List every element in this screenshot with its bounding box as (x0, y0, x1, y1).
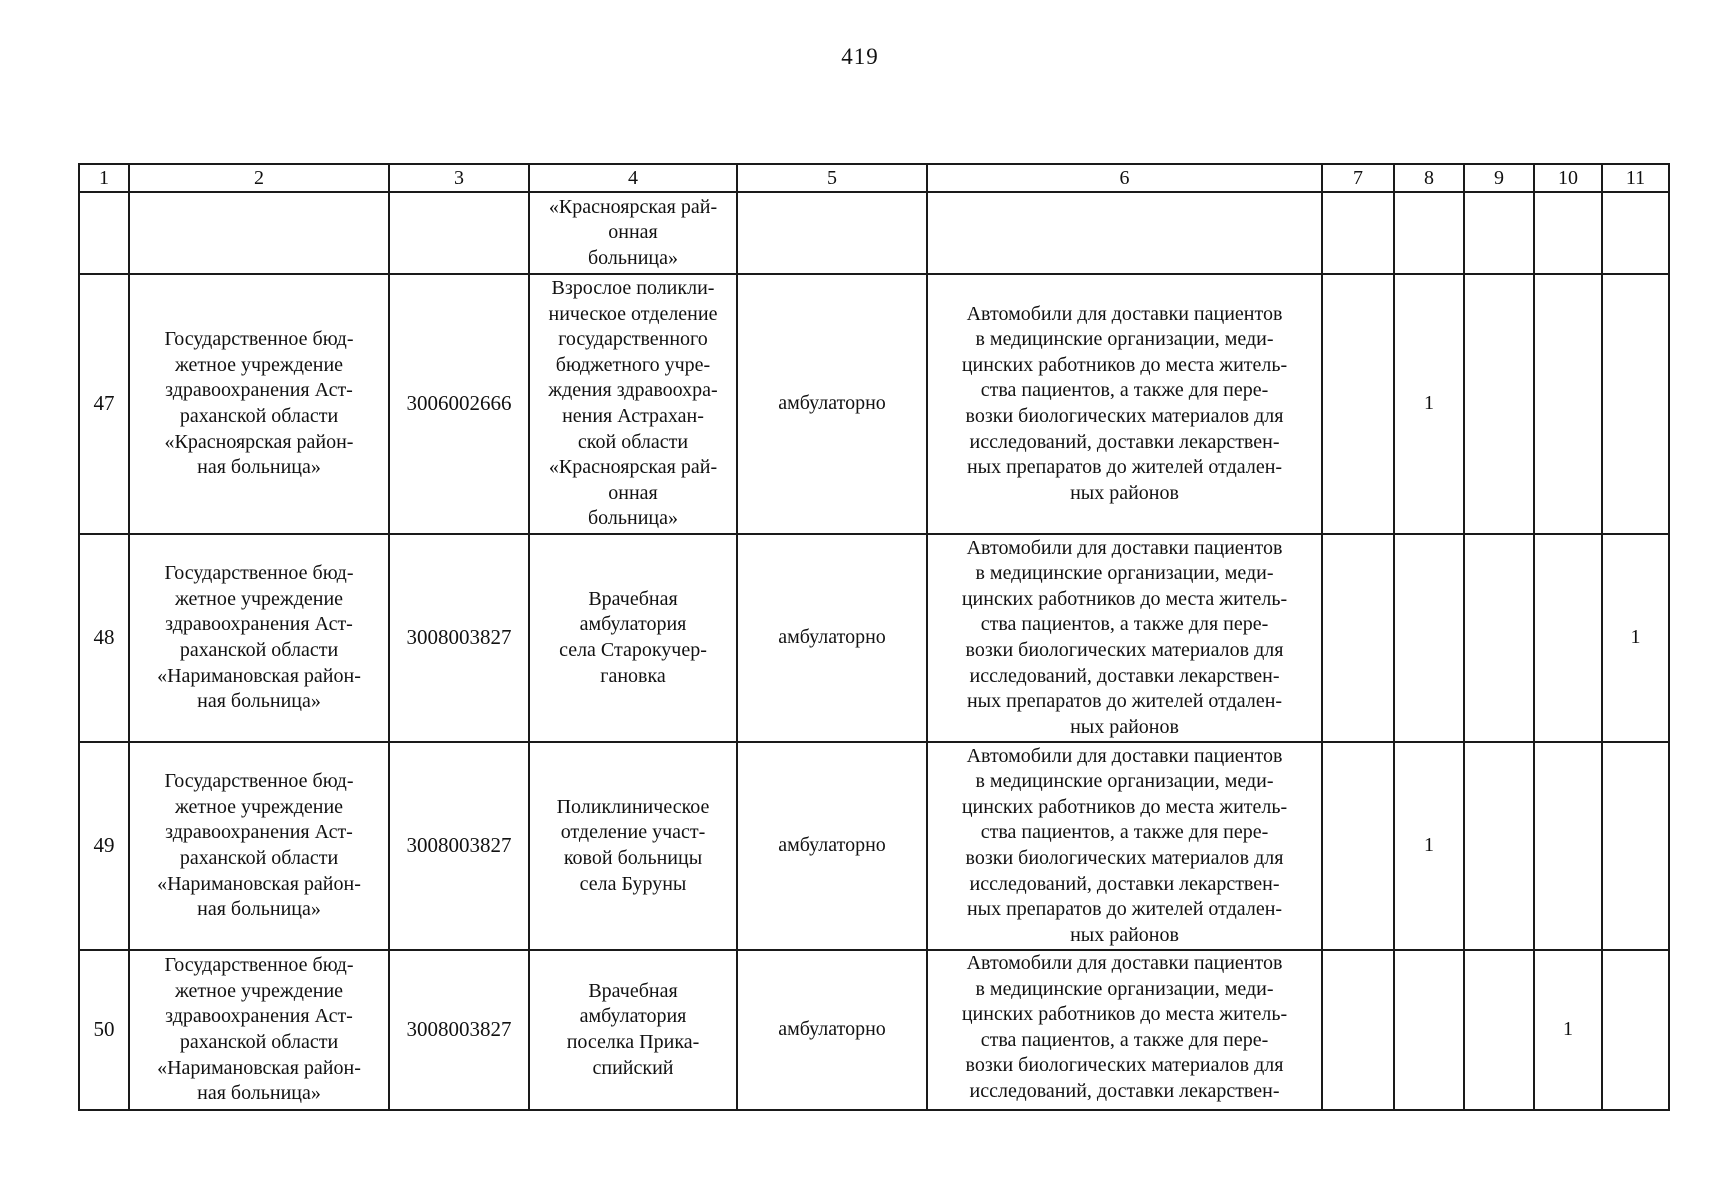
cell-col-8 (1394, 950, 1464, 1110)
table-row (79, 742, 1669, 950)
cell-empty (389, 192, 529, 274)
cell-row-number: 47 (79, 274, 129, 534)
cell-col-9 (1464, 534, 1534, 742)
cell-unit: Врачебная амбулатория села Старокучер- гановка (529, 534, 737, 742)
cell-row-number: 48 (79, 534, 129, 742)
cell-unit: Поликлиническое отделение участ- ковой больницы села Буруны (529, 742, 737, 950)
cell-empty (129, 192, 389, 274)
cell-mode: амбулаторно (737, 742, 927, 950)
header-col-11: 11 (1602, 164, 1669, 192)
header-col-10: 10 (1534, 164, 1602, 192)
vehicle-registry-table (78, 163, 1670, 1111)
header-col-6: 6 (927, 164, 1322, 192)
cell-row-number: 49 (79, 742, 129, 950)
cell-purpose: Автомобили для доставки пациентов в медицинские организации, меди- цинских работников до места житель- ства пациентов, а также для пере- возки биологических материалов для исследований, доставки лекарствен- ных препаратов до жителей отдален- ных районов (927, 534, 1322, 742)
cell-col-7 (1322, 534, 1394, 742)
header-col-5: 5 (737, 164, 927, 192)
cell-organization: Государственное бюд- жетное учреждение здравоохранения Аст- раханской области «Наримановская район- ная больница» (129, 950, 389, 1110)
header-col-4: 4 (529, 164, 737, 192)
header-col-7: 7 (1322, 164, 1394, 192)
header-col-9: 9 (1464, 164, 1534, 192)
cell-purpose: Автомобили для доставки пациентов в медицинские организации, меди- цинских работников до места житель- ства пациентов, а также для пере- возки биологических материалов для исследований, доставки лекарствен- ных препаратов до жителей отдален- ных районов (927, 742, 1322, 950)
cell-organization: Государственное бюд- жетное учреждение здравоохранения Аст- раханской области «Наримановская район- ная больница» (129, 742, 389, 950)
cell-inn: 3006002666 (389, 274, 529, 534)
cell-organization: Государственное бюд- жетное учреждение здравоохранения Аст- раханской области «Красноярская район- ная больница» (129, 274, 389, 534)
cell-col-11: 1 (1602, 534, 1669, 742)
cell-unit: Врачебная амбулатория поселка Прика- спийский (529, 950, 737, 1110)
table-row (79, 534, 1669, 742)
cell-inn: 3008003827 (389, 950, 529, 1110)
cell-empty (1534, 192, 1602, 274)
cell-unit: Взрослое поликли- ническое отделение государственного бюджетного учре- ждения здравоохра- нения Астрахан- ской области «Красноярская рай- онная больница» (529, 274, 737, 534)
cell-empty (1464, 192, 1534, 274)
header-col-2: 2 (129, 164, 389, 192)
cell-col-10 (1534, 534, 1602, 742)
header-col-1: 1 (79, 164, 129, 192)
cell-col-9 (1464, 742, 1534, 950)
cell-col-7 (1322, 950, 1394, 1110)
cell-purpose: Автомобили для доставки пациентов в медицинские организации, меди- цинских работников до места житель- ства пациентов, а также для пере- возки биологических материалов для исследований, доставки лекарствен- (927, 950, 1322, 1110)
cell-col-11 (1602, 950, 1669, 1110)
cell-col-8: 1 (1394, 742, 1464, 950)
cell-col-10: 1 (1534, 950, 1602, 1110)
cell-col-8 (1394, 534, 1464, 742)
table-row (79, 950, 1669, 1110)
cell-purpose: Автомобили для доставки пациентов в медицинские организации, меди- цинских работников до места житель- ства пациентов, а также для пере- возки биологических материалов для исследований, доставки лекарствен- ных препаратов до жителей отдален- ных районов (927, 274, 1322, 534)
cell-col-10 (1534, 274, 1602, 534)
cell-col-7 (1322, 274, 1394, 534)
cell-col-9 (1464, 274, 1534, 534)
cell-col-10 (1534, 742, 1602, 950)
cell-mode: амбулаторно (737, 274, 927, 534)
cell-organization: Государственное бюд- жетное учреждение здравоохранения Аст- раханской области «Наримановская район- ная больница» (129, 534, 389, 742)
cell-mode: амбулаторно (737, 950, 927, 1110)
cell-empty (1394, 192, 1464, 274)
cell-inn: 3008003827 (389, 534, 529, 742)
page-number: 419 (841, 44, 879, 69)
cell-inn: 3008003827 (389, 742, 529, 950)
header-col-8: 8 (1394, 164, 1464, 192)
table-row (79, 274, 1669, 534)
cell-mode: амбулаторно (737, 534, 927, 742)
cell-row-number: 50 (79, 950, 129, 1110)
cell-col-8: 1 (1394, 274, 1464, 534)
cell-empty (737, 192, 927, 274)
cell-col-9 (1464, 950, 1534, 1110)
cell-empty (1322, 192, 1394, 274)
cell-empty (1602, 192, 1669, 274)
table-header-row (79, 164, 1669, 192)
cell-col-7 (1322, 742, 1394, 950)
cell-col-11 (1602, 274, 1669, 534)
cell-unit-continued: «Красноярская рай- онная больница» (529, 192, 737, 274)
cell-empty (79, 192, 129, 274)
continuation-row (79, 192, 1669, 274)
cell-col-11 (1602, 742, 1669, 950)
cell-empty (927, 192, 1322, 274)
header-col-3: 3 (389, 164, 529, 192)
